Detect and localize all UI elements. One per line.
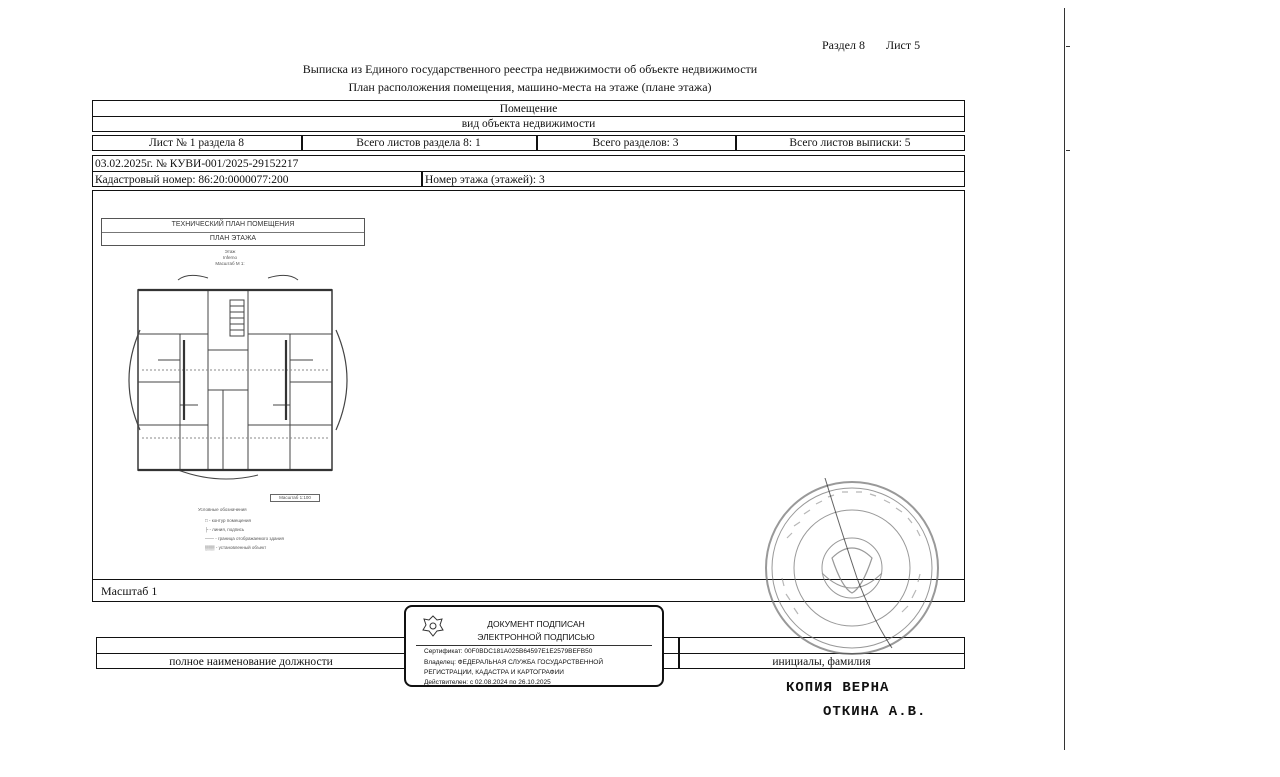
- document-subtitle: План расположения помещения, машино-места на этаже (плане этажа): [348, 80, 712, 94]
- divider: [421, 171, 423, 187]
- official-seal: [762, 478, 942, 658]
- edge-tick: [1066, 46, 1070, 47]
- esig-certificate: Сертификат: 00F0BDC181A025B64597E1E2579BEFB50: [424, 648, 593, 655]
- floor-number: Номер этажа (этажей): 3: [425, 174, 545, 186]
- esig-owner: РЕГИСТРАЦИИ, КАДАСТРА И КАРТОГРАФИИ: [424, 669, 564, 676]
- edge-tick: [1066, 150, 1070, 151]
- object-type: Помещение: [499, 103, 558, 115]
- section-label: Раздел 8: [822, 38, 865, 52]
- sheet-label: Лист 5: [886, 38, 921, 52]
- copy-stamp-name: ОТКИНА А.В.: [823, 704, 927, 720]
- position-caption: полное наименование должности: [169, 656, 333, 668]
- tech-plan-title: ТЕХНИЧЕСКИЙ ПЛАН ПОМЕЩЕНИЯ: [102, 219, 364, 233]
- tech-plan-subtitle: ПЛАН ЭТАЖА: [209, 235, 257, 242]
- scale-label: Масштаб 1: [101, 584, 158, 598]
- plan-note: Этаж: [224, 249, 236, 254]
- esig-owner: Владелец: ФЕДЕРАЛЬНАЯ СЛУЖБА ГОСУДАРСТВЕННОЙ: [424, 659, 604, 666]
- total-extract-sheets: Всего листов выписки: 5: [789, 137, 911, 149]
- esig-title: ДОКУМЕНТ ПОДПИСАН: [487, 619, 585, 629]
- legend-title: Условные обозначения: [198, 507, 247, 512]
- legend-item: —— - граница отображаемого здания: [205, 536, 284, 541]
- floor-plan-drawing: [118, 270, 358, 490]
- page-edge-rule: [1064, 8, 1065, 750]
- scale-caption: Масштаб 1:100: [270, 494, 320, 502]
- divider: [92, 171, 965, 172]
- electronic-signature-stamp: [404, 605, 664, 687]
- name-caption: инициалы, фамилия: [772, 656, 871, 668]
- total-sections: Всего разделов: 3: [592, 137, 679, 149]
- esig-validity: Действителен: с 02.08.2024 по 26.10.2025: [424, 679, 551, 686]
- plan-note: Масштаб М 1:: [215, 261, 245, 266]
- document-title: Выписка из Единого государственного реестра недвижимости об объекте недвижимости: [302, 62, 758, 76]
- esig-title: ЭЛЕКТРОННОЙ ПОДПИСЬЮ: [477, 632, 595, 642]
- divider: [416, 645, 652, 646]
- copy-stamp: КОПИЯ ВЕРНА: [786, 680, 890, 696]
- object-type-caption: вид объекта недвижимости: [461, 118, 596, 130]
- cadastral-number: Кадастровый номер: 86:20:0000077:200: [95, 174, 289, 186]
- date-number: 03.02.2025г. № КУВИ-001/2025-29152217: [95, 158, 299, 170]
- legend-item: ▒▒▒ - установленный объект: [205, 545, 267, 550]
- tech-plan-header: [101, 218, 365, 246]
- legend-item: ├ - линия, подпись: [205, 527, 245, 532]
- plan-note: Inferno: [222, 255, 237, 260]
- sheet-number: Лист № 1 раздела 8: [148, 137, 245, 149]
- legend-item: □ - контур помещения: [205, 518, 251, 523]
- total-section-sheets: Всего листов раздела 8: 1: [356, 137, 481, 149]
